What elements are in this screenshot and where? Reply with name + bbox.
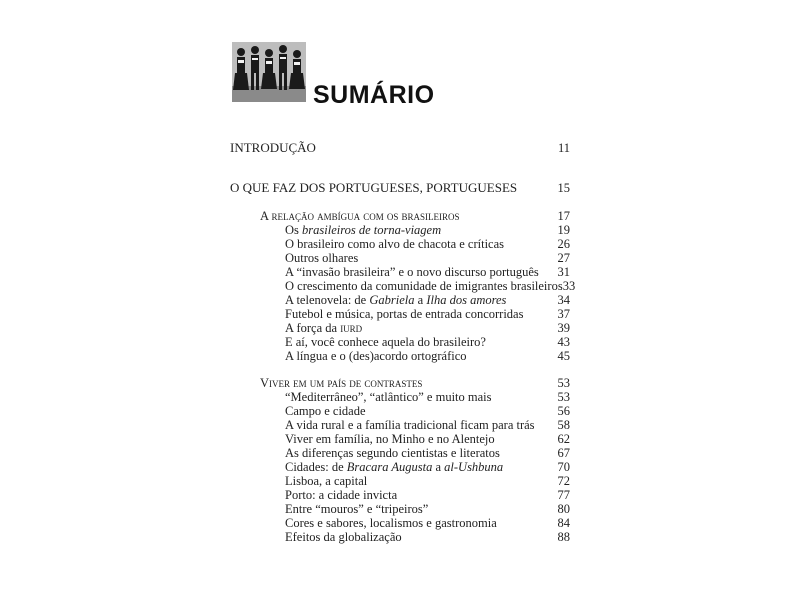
toc-label (285, 293, 506, 308)
toc-entry-cores (285, 516, 570, 531)
toc-entry-introducao (230, 140, 570, 156)
toc-label (285, 502, 428, 517)
toc-label (285, 488, 397, 503)
toc-label-segment: O brasileiro como alvo de chacota e críticas (285, 237, 505, 251)
page-number: 27 (557, 251, 570, 265)
toc-label-segment: “Mediterrâneo”, “atlântico” e muito mais (285, 390, 492, 404)
page-number: 56 (557, 404, 570, 418)
toc-label (285, 460, 503, 475)
page-number: 62 (557, 432, 570, 446)
toc-entry-viver (260, 376, 570, 391)
toc-label-segment: Os (285, 223, 303, 237)
toc-label (285, 418, 535, 433)
toc-entry-globalizacao (285, 530, 570, 545)
toc-entry-e-ai (285, 335, 570, 350)
toc-label-segment: Porto: a cidade invicta (285, 488, 398, 502)
toc-label (285, 349, 467, 364)
toc-label-segment: O QUE FAZ DOS PORTUGUESES, PORTUGUESES (230, 180, 518, 195)
toc-label (285, 223, 441, 238)
toc-entry-lisboa (285, 474, 570, 489)
toc-entry-outros-olhares (285, 251, 570, 266)
toc-label-segment: A força da (285, 321, 341, 335)
page-number: 11 (557, 141, 570, 155)
page-number: 37 (557, 307, 570, 321)
toc-label (285, 335, 486, 350)
toc-label-segment: Viver em um país de contrastes (260, 376, 423, 390)
toc-entry-cidades (285, 460, 570, 475)
toc-label (285, 321, 362, 336)
toc-label (285, 251, 358, 266)
toc-label-segment: Futebol e música, portas de entrada concorridas (285, 307, 524, 321)
page-number: 67 (557, 446, 570, 460)
toc-label-segment: Ilha dos amores (426, 293, 507, 307)
toc-entry-iurd (285, 321, 570, 336)
toc-label-segment: A língua e o (des)acordo ortográfico (285, 349, 467, 363)
toc-label-segment: Gabriela (369, 293, 415, 307)
toc-label-segment: As diferenças segundo cientistas e literatos (285, 446, 500, 460)
page-number: 19 (557, 223, 570, 237)
page-number: 15 (557, 181, 570, 195)
toc-label-segment: INTRODUÇÃO (230, 140, 316, 155)
page-number: 26 (557, 237, 570, 251)
toc-label-segment: A relação ambígua com os brasileiros (260, 209, 460, 223)
toc-entry-porto (285, 488, 570, 503)
page-number: 45 (557, 349, 570, 363)
toc-label (285, 404, 366, 419)
toc-label-segment: Efeitos da globalização (285, 530, 402, 544)
page-number: 70 (557, 460, 570, 474)
toc-label (285, 390, 492, 405)
toc-entry-relacao (260, 209, 570, 224)
toc-label (285, 446, 500, 461)
page-number: 53 (557, 390, 570, 404)
page-number: 77 (557, 488, 570, 502)
toc-label-segment: brasileiros de torna-viagem (302, 223, 442, 237)
toc-label (285, 432, 495, 447)
toc-label (260, 376, 422, 391)
toc-entry-familia (285, 432, 570, 447)
toc-entry-futebol (285, 307, 570, 322)
toc-label (230, 180, 517, 196)
toc-entry-diferencas (285, 446, 570, 461)
toc-label-segment: O crescimento da comunidade de imigrantes brasileiros (285, 279, 563, 293)
toc-label-segment: Entre “mouros” e “tripeiros” (285, 502, 429, 516)
page-number: 72 (557, 474, 570, 488)
toc-label-segment: Cores e sabores, localismos e gastronomia (285, 516, 497, 530)
toc-entry-chacota (285, 237, 570, 252)
toc-label (285, 265, 539, 280)
toc-label-segment: a (414, 293, 427, 307)
toc-label-segment: al-Ushbuna (444, 460, 504, 474)
toc-label-segment: A “invasão brasileira” e o novo discurso português (285, 265, 539, 279)
page-number: 33 (562, 279, 576, 293)
toc-label-segment: Campo e cidade (285, 404, 366, 418)
page-number: 31 (557, 265, 570, 279)
toc-entry-lingua (285, 349, 570, 364)
toc-label-segment: Viver em família, no Minho e no Alentejo (285, 432, 495, 446)
toc-label-segment: Outros olhares (285, 251, 359, 265)
toc-label (285, 516, 497, 531)
toc-label-segment: Lisboa, a capital (285, 474, 368, 488)
toc-entry-crescimento (285, 279, 576, 294)
page-number: 39 (557, 321, 570, 335)
toc-label-segment: a (432, 460, 445, 474)
toc-label-segment: A vida rural e a família tradicional ficam para trás (285, 418, 535, 432)
toc-label (285, 530, 402, 545)
toc-entry-vida-rural (285, 418, 570, 433)
toc-label (285, 307, 523, 322)
toc-entry-o-que-faz (230, 180, 570, 196)
toc-label-segment: Bracara Augusta (346, 460, 433, 474)
toc-label-segment: Cidades: de (285, 460, 347, 474)
toc-label (260, 209, 459, 224)
toc-label (285, 237, 504, 252)
page-number: 43 (557, 335, 570, 349)
toc-label (285, 279, 563, 294)
toc-label-segment: E aí, você conhece aquela do brasileiro? (285, 335, 486, 349)
page-number: 34 (557, 293, 570, 307)
toc-entry-mediterraneo (285, 390, 570, 405)
toc-label-segment: A telenovela: de (285, 293, 370, 307)
toc-label-segment: iurd (340, 321, 363, 335)
toc-entry-mouros (285, 502, 570, 517)
toc-entry-torna-viagem (285, 223, 570, 238)
page-number: 17 (557, 209, 570, 223)
toc-label (285, 474, 367, 489)
page-title: SUMÁRIO (313, 81, 435, 109)
page-number: 58 (557, 418, 570, 432)
toc-label (230, 140, 316, 156)
page-number: 84 (557, 516, 570, 530)
page-number: 53 (557, 376, 570, 390)
toc-entry-campo (285, 404, 570, 419)
page-number: 88 (557, 530, 570, 544)
toc-entry-telenovela (285, 293, 570, 308)
toc-entry-invasao (285, 265, 570, 280)
page-number: 80 (557, 502, 570, 516)
folk-dancers-illustration (232, 42, 306, 102)
